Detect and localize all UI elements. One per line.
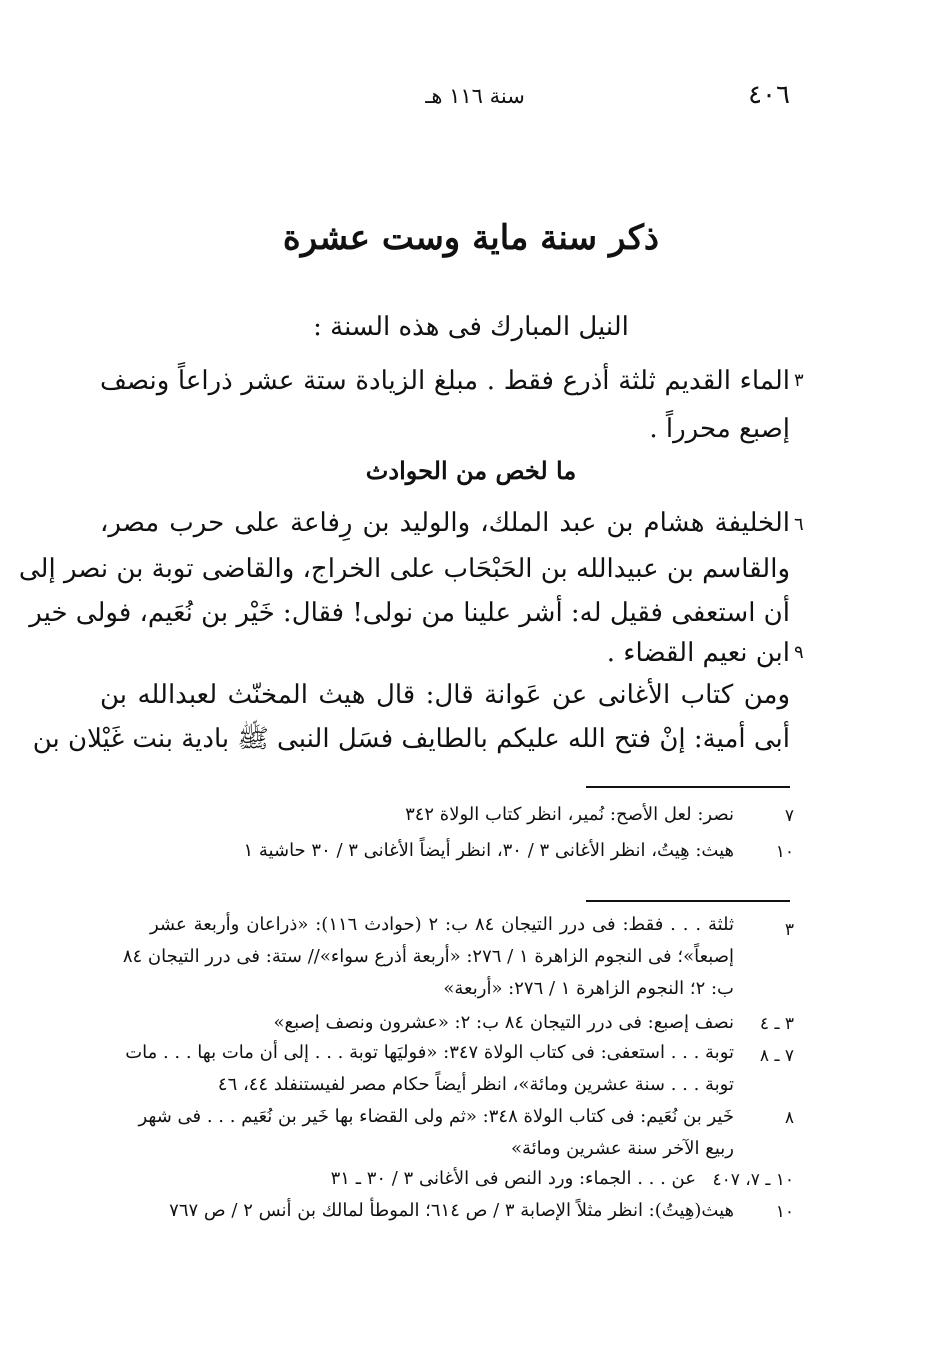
events-line-1: الخليفة هشام بن عبد الملك، والوليد بن رِفاعة على حرب مصر،: [100, 508, 790, 538]
variant-1-line-1: ثلثة . . . فقط: فى درر التيجان ٨٤ ب: ٢ (حوادث ١١٦): «ذراعان وأربعة عشر: [150, 914, 735, 935]
variant-6-line-1: هيث(هِيتُ): انظر مثلاً الإصابة ٣ / ص ٦١٤؛ الموطأ لمالك بن أنس ٢ / ص ٧٦٧: [169, 1200, 734, 1221]
variant-6-number: ١٠: [775, 1202, 794, 1222]
footnote-a-1-text: نصر: لعل الأصح: نُمير، انظر كتاب الولاة ٣٤٢: [405, 804, 734, 825]
variant-2-line-1: نصف إصبع: فى درر التيجان ٨٤ ب: ٢: «عشرون ونصف إصبع»: [273, 1012, 734, 1033]
line-number-3: ٣: [794, 370, 804, 391]
variant-1-line-2: إصبعاً»؛ فى النجوم الزاهرة ١ / ٢٧٦: «أربعة أذرع سواء»// ستة: فى درر التيجان ٨٤: [122, 946, 734, 967]
variant-3-line-2: توبة . . . سنة عشرين ومائة»، انظر أيضاً حكام مصر لفيستنفلد ٤٤، ٤٦: [217, 1074, 734, 1095]
nile-heading: النيل المبارك فى هذه السنة :: [313, 312, 629, 342]
running-head: سنة ١١٦ هـ: [425, 84, 525, 108]
line-number-9: ٩: [794, 642, 804, 663]
footnote-rule-2: [586, 900, 790, 902]
aghani-line-2: أبى أمية: إنْ فتح الله عليكم بالطايف فسَل النبى ﷺ بادية بنت غَيْلان بن: [32, 724, 790, 754]
variant-4-number: ٨: [784, 1108, 794, 1128]
events-line-4: ابن نعيم القضاء .: [606, 638, 790, 668]
footnote-rule-1: [586, 786, 790, 788]
nile-line-1: الماء القديم ثلثة أذرع فقط . مبلغ الزيادة ستة عشر ذراعاً ونصف: [100, 366, 790, 396]
events-line-2: والقاسم بن عبيدالله بن الحَبْحَاب على الخراج، والقاضى توبة بن نصر إلى: [18, 554, 790, 584]
variant-4-line-2: ربيع الآخر سنة عشرين ومائة»: [510, 1138, 734, 1159]
variant-1-number: ٣: [784, 920, 794, 940]
line-number-6: ٦: [794, 514, 804, 535]
variant-4-line-1: خَير بن نُعَيم: فى كتاب الولاة ٣٤٨: «ثم ولى القضاء بها خَير بن نُعَيم . . . فى شهر: [138, 1106, 734, 1127]
variant-3-number: ٧ ـ ٨: [759, 1046, 794, 1066]
events-heading: ما لخص من الحوادث: [365, 456, 577, 485]
page-number: ٤٠٦: [748, 80, 790, 110]
footnote-a-1-number: ٧: [784, 806, 794, 826]
variant-5-line-1: عن . . . الجماء: ورد النص فى الأغانى ٣ / ٣٠ ـ ٣١: [330, 1168, 696, 1189]
variant-2-number: ٣ ـ ٤: [759, 1014, 794, 1034]
aghani-line-1: ومن كتاب الأغانى عن عَوانة قال: قال هيث المخنّث لعبدالله بن: [100, 680, 790, 710]
nile-line-2: إصبع محرراً .: [649, 414, 790, 444]
events-line-3: أن استعفى فقيل له: أشر علينا من نولى! فقال: خَيْر بن نُعَيم، فولى خير: [29, 598, 790, 628]
section-title: ذكر سنة ماية وست عشرة: [282, 218, 660, 258]
footnote-a-2-number: ١٠: [775, 842, 794, 862]
variant-1-line-3: ب: ٢؛ النجوم الزاهرة ١ / ٢٧٦: «أربعة»: [443, 978, 734, 999]
variant-3-line-1: توبة . . . استعفى: فى كتاب الولاة ٣٤٧: «فوليَها توبة . . . إلى أن مات بها . . . مات: [125, 1042, 734, 1063]
footnote-a-2-text: هيث: هِيتُ، انظر الأغانى ٣ / ٣٠، انظر أيضاً الأغانى ٣ / ٣٠ حاشية ١: [243, 840, 734, 861]
variant-5-number: ١٠ ـ ٧، ٤٠٧: [712, 1170, 794, 1190]
